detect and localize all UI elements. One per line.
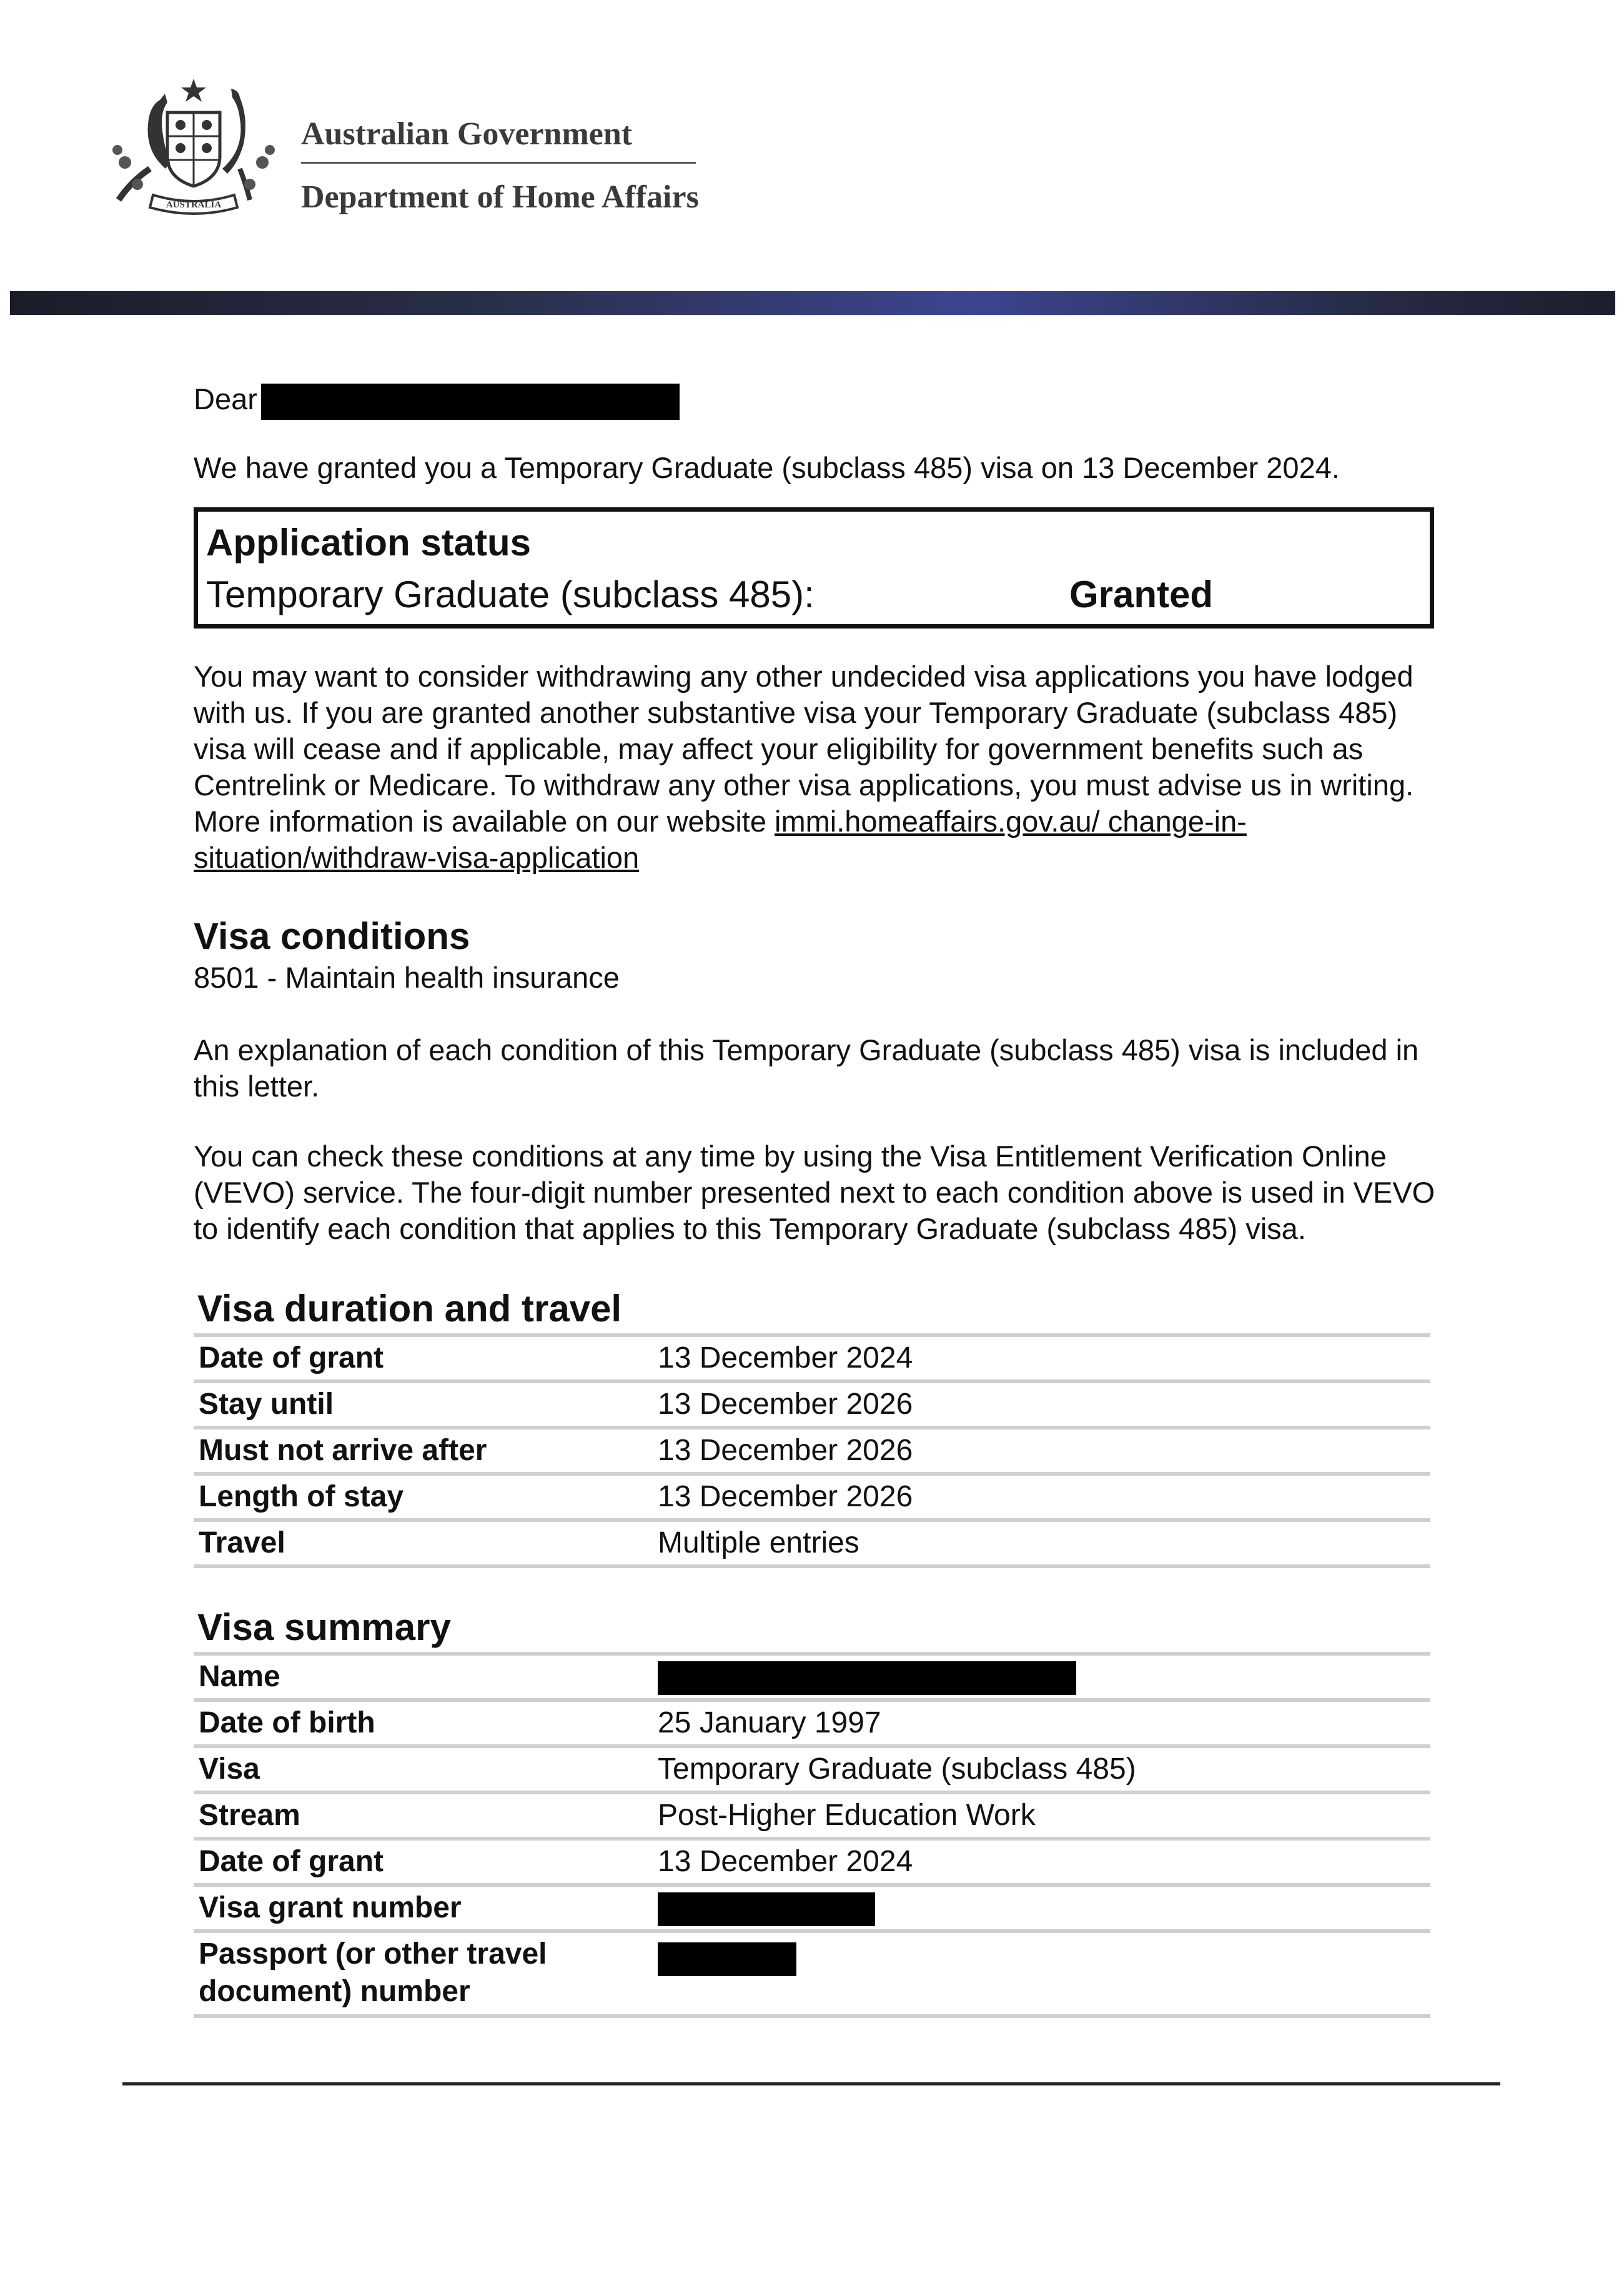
row-label: Passport (or other travel document) number (194, 1931, 653, 2016)
row-label: Must not arrive after (194, 1428, 653, 1474)
table-row (194, 1654, 1430, 1700)
salutation: Dear (194, 382, 257, 415)
visa-duration-heading: Visa duration and travel (197, 1287, 622, 1329)
letterhead (0, 0, 1624, 316)
government-name: Australian Government (301, 116, 633, 152)
status-value: Granted (1069, 573, 1214, 615)
row-label: Length of stay (194, 1474, 653, 1520)
withdraw-application-link[interactable]: immi.homeaffairs.gov.au/ change-in-situation/withdraw-visa-application (194, 804, 1247, 874)
condition-item: 8501 - Maintain health insurance (194, 960, 620, 994)
redacted-visa-grant-number (658, 1892, 875, 1926)
table-row (194, 1931, 1430, 2016)
table-row (194, 1520, 1430, 1566)
table-row (194, 1746, 1430, 1792)
salutation-line (194, 381, 1443, 420)
header-band (10, 291, 1615, 315)
department-name: Department of Home Affairs (301, 179, 699, 215)
status-label: Temporary Graduate (subclass 485): (206, 573, 814, 615)
row-value: 13 December 2024 (653, 1335, 1430, 1381)
redacted-name (658, 1661, 1076, 1695)
row-value (653, 1931, 1430, 2016)
vevo-paragraph: You can check these conditions at any time by using the Visa Entitlement Verification Online (VEVO) service. The four-digit number presented next to each condition above is used in VEVO to identify each condition that applies to this Temporary Graduate (subclass 485) visa. (194, 1139, 1435, 1245)
row-value: Multiple entries (653, 1520, 1430, 1566)
grant-sentence: We have granted you a Temporary Graduate (subclass 485) visa on 13 December 2024. (194, 450, 1340, 484)
table-row (194, 1839, 1430, 1885)
table-row (194, 1428, 1430, 1474)
row-label: Stay until (194, 1381, 653, 1428)
row-label: Date of grant (194, 1335, 653, 1381)
row-label: Travel (194, 1520, 653, 1566)
conditions-explanation: An explanation of each condition of this Temporary Graduate (subclass 485) visa is included in this letter. (194, 1033, 1419, 1103)
visa-summary-table (194, 1652, 1430, 2018)
letterhead-divider (301, 162, 696, 164)
status-title: Application status (206, 521, 532, 564)
row-value: Temporary Graduate (subclass 485) (653, 1746, 1430, 1792)
row-value: 13 December 2024 (653, 1839, 1430, 1885)
withdraw-text: You may want to consider withdrawing any other undecided visa applications you have lodged with us. If you are granted another substantive visa your Temporary Graduate (subclass 485) visa will cease and if applicable, may affect your eligibility for government benefits such as Centrelink or Medicare. To withdraw any other visa applications, you must advise us in writing. More information is available on our website (194, 659, 1414, 838)
table-row (194, 1474, 1430, 1520)
row-value (653, 1654, 1430, 1700)
visa-duration-table (194, 1333, 1430, 1568)
visa-conditions-heading: Visa conditions (194, 915, 470, 957)
row-label: Visa (194, 1746, 653, 1792)
visa-summary-heading: Visa summary (197, 1606, 451, 1648)
row-value: 25 January 1997 (653, 1700, 1430, 1746)
table-row (194, 1381, 1430, 1428)
coat-of-arms-icon (100, 75, 287, 219)
row-label: Date of grant (194, 1839, 653, 1885)
table-row (194, 1885, 1430, 1931)
row-label: Stream (194, 1792, 653, 1839)
status-row (206, 568, 1422, 622)
footer-divider (122, 2082, 1500, 2085)
table-row (194, 1700, 1430, 1746)
row-value: Post-Higher Education Work (653, 1792, 1430, 1839)
table-row (194, 1792, 1430, 1839)
row-value: 13 December 2026 (653, 1474, 1430, 1520)
withdraw-paragraph (194, 658, 1440, 876)
application-status-box (194, 507, 1434, 629)
table-row (194, 1335, 1430, 1381)
crest-scroll-text: AUSTRALIA (166, 200, 222, 210)
row-label: Visa grant number (194, 1885, 653, 1931)
row-value: 13 December 2026 (653, 1381, 1430, 1428)
redacted-passport-number (658, 1942, 796, 1976)
row-value (653, 1885, 1430, 1931)
row-label: Name (194, 1654, 653, 1700)
row-value: 13 December 2026 (653, 1428, 1430, 1474)
redacted-recipient-name (261, 384, 680, 420)
letter-body (194, 381, 1443, 2018)
row-label: Date of birth (194, 1700, 653, 1746)
